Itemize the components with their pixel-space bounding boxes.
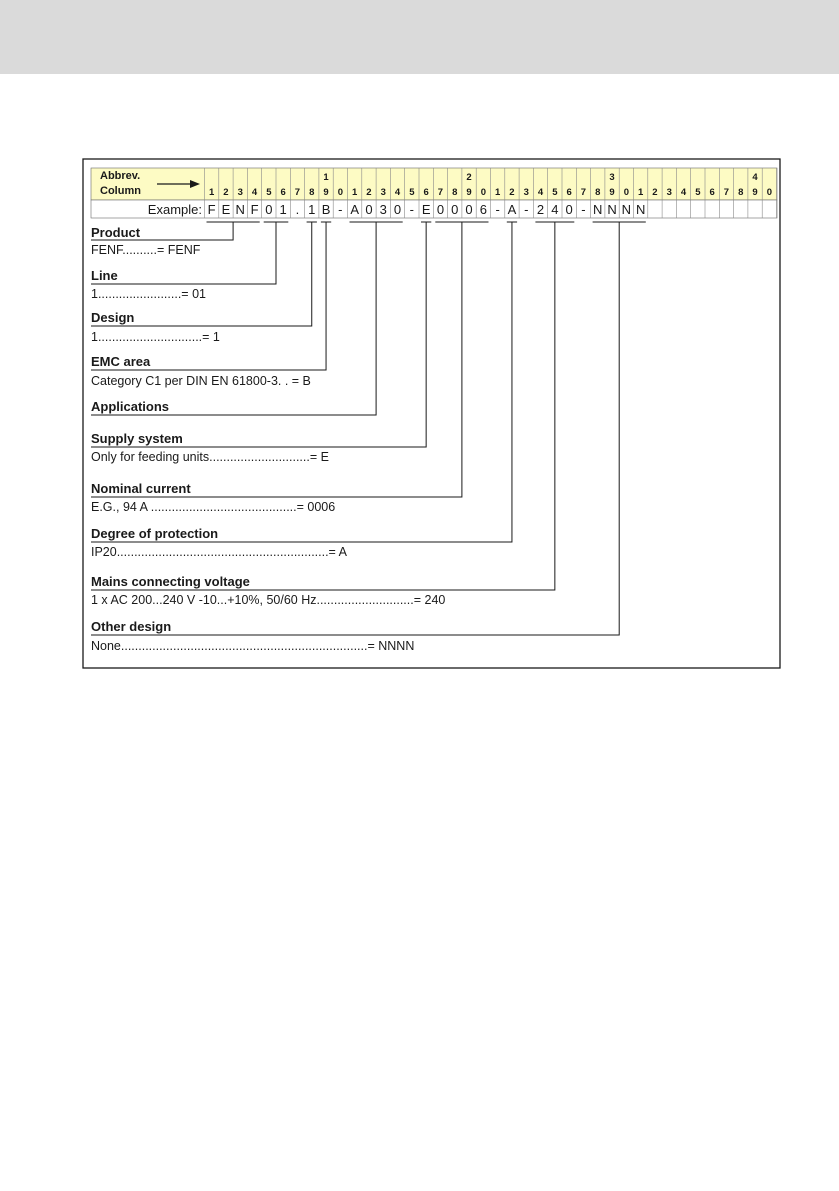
example-char: - xyxy=(409,202,415,217)
example-char: 0 xyxy=(465,202,473,217)
column-number-top: 3 xyxy=(609,172,615,183)
example-char: E xyxy=(421,202,431,217)
column-number: 6 xyxy=(423,187,429,198)
example-char: N xyxy=(593,202,603,217)
example-char: 1 xyxy=(279,202,287,217)
field-title: Mains connecting voltage xyxy=(91,574,250,589)
column-number-top: 1 xyxy=(323,172,329,183)
column-number: 3 xyxy=(237,187,243,198)
column-number: 0 xyxy=(480,187,486,198)
field-value: FENF..........= FENF xyxy=(91,243,201,257)
column-number: 4 xyxy=(394,187,401,198)
column-number: 5 xyxy=(409,187,415,198)
column-number: 9 xyxy=(609,187,615,198)
column-label: Column xyxy=(100,185,141,197)
column-number: 1 xyxy=(352,187,358,198)
column-number: 7 xyxy=(723,187,730,198)
field-title: Design xyxy=(91,310,135,325)
column-number: 4 xyxy=(680,187,687,198)
example-char: N xyxy=(635,202,646,217)
field-title: Other design xyxy=(91,619,172,634)
example-char: - xyxy=(581,202,586,217)
example-char: 0 xyxy=(565,202,573,217)
example-char: 0 xyxy=(365,202,373,217)
example-char: F xyxy=(250,202,259,217)
column-number: 9 xyxy=(466,187,472,198)
figure-frame xyxy=(83,159,780,668)
field-value: None.......................................................................= NNNN xyxy=(91,639,415,653)
column-number: 8 xyxy=(595,187,601,198)
example-char: A xyxy=(507,202,517,217)
column-number: 9 xyxy=(752,187,758,198)
example-char: 0 xyxy=(451,202,459,217)
column-number: 1 xyxy=(209,187,215,198)
column-number: 1 xyxy=(495,187,501,198)
field-value: Category C1 per DIN EN 61800-3. . = B xyxy=(91,374,311,388)
column-number: 3 xyxy=(380,187,386,198)
column-number: 8 xyxy=(738,187,744,198)
example-label: Example: xyxy=(147,202,202,217)
column-number: 0 xyxy=(766,187,772,198)
field-value: Only for feeding units.............................= E xyxy=(91,450,329,464)
column-number: 3 xyxy=(666,187,672,198)
example-char: N xyxy=(607,202,617,217)
field-title: Line xyxy=(91,268,118,283)
example-char: E xyxy=(221,202,231,217)
field-value: 1........................= 01 xyxy=(91,287,206,301)
example-char: N xyxy=(235,202,245,217)
field-title: Product xyxy=(91,225,141,240)
field-value: 1 x AC 200...240 V -10...+10%, 50/60 Hz............................= 240 xyxy=(91,593,446,607)
column-number: 9 xyxy=(323,187,329,198)
example-char: 2 xyxy=(536,202,545,217)
column-grid xyxy=(205,168,777,218)
example-char: 0 xyxy=(436,202,445,217)
column-number: 0 xyxy=(623,187,629,198)
column-number-top: 2 xyxy=(466,172,472,183)
field-value: 1..............................= 1 xyxy=(91,330,220,344)
field-value: IP20.............................................................= A xyxy=(91,545,347,559)
column-number: 6 xyxy=(280,187,286,198)
example-char: B xyxy=(321,202,331,217)
column-number: 2 xyxy=(509,187,515,198)
column-number: 5 xyxy=(266,187,272,198)
column-number: 7 xyxy=(437,187,444,198)
example-char: F xyxy=(207,202,216,217)
field-value: E.G., 94 A ..........................................= 0006 xyxy=(91,500,336,514)
example-char: A xyxy=(350,202,359,217)
column-number: 0 xyxy=(337,187,343,198)
column-number: 4 xyxy=(537,187,544,198)
example-char: - xyxy=(495,202,500,217)
field-title: Applications xyxy=(91,399,170,414)
column-number: 5 xyxy=(695,187,701,198)
field-title: Nominal current xyxy=(91,481,191,496)
example-char: 0 xyxy=(265,202,273,217)
field-title: EMC area xyxy=(91,354,151,369)
column-number: 3 xyxy=(523,187,529,198)
column-number: 8 xyxy=(309,187,315,198)
example-char: 4 xyxy=(551,202,559,217)
example-char: 0 xyxy=(393,202,402,217)
column-number: 8 xyxy=(452,187,458,198)
example-char: - xyxy=(338,202,343,217)
field-title: Supply system xyxy=(91,431,183,446)
column-number: 2 xyxy=(366,187,372,198)
example-char: N xyxy=(621,202,632,217)
column-number: 4 xyxy=(251,187,258,198)
column-number: 6 xyxy=(709,187,715,198)
column-number: 1 xyxy=(638,187,644,198)
column-number: 7 xyxy=(580,187,587,198)
example-char: . xyxy=(295,202,300,217)
column-number: 6 xyxy=(566,187,572,198)
column-number: 5 xyxy=(552,187,558,198)
column-number-top: 4 xyxy=(752,172,758,183)
abbrev-label: Abbrev. xyxy=(100,170,141,182)
column-number: 7 xyxy=(294,187,301,198)
field-title: Degree of protection xyxy=(91,526,219,541)
column-number: 2 xyxy=(652,187,658,198)
column-number: 2 xyxy=(223,187,229,198)
example-char: 1 xyxy=(308,202,316,217)
example-char: 3 xyxy=(379,202,387,217)
example-char: - xyxy=(524,202,529,217)
example-char: 6 xyxy=(479,202,487,217)
